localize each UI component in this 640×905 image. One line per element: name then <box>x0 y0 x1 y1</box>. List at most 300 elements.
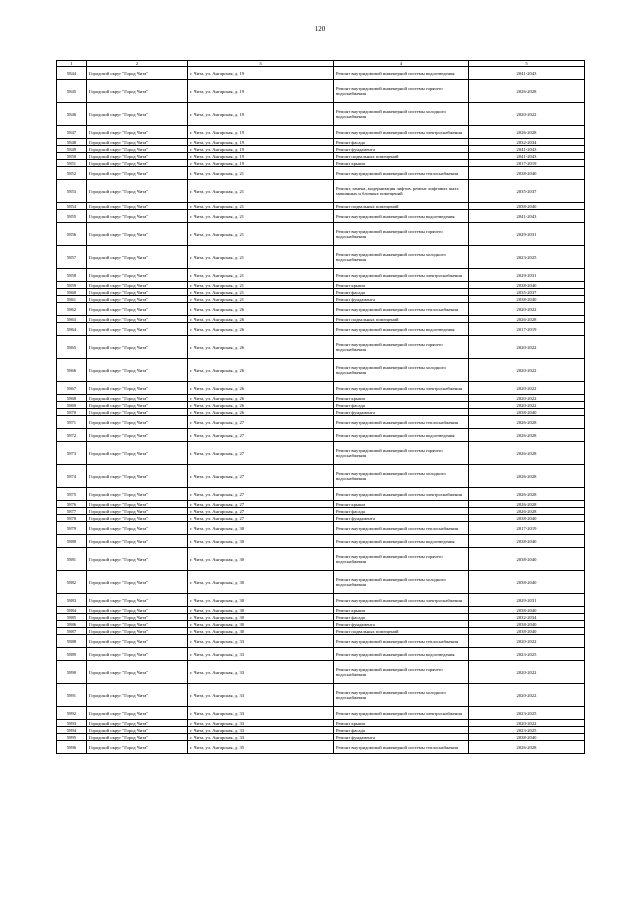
table-row <box>57 621 585 628</box>
table-row <box>57 296 585 303</box>
period-cell: 2035-2037 <box>469 289 585 296</box>
municipality-cell: Городской округ "Город Чита" <box>87 223 188 246</box>
work-type-cell: Ремонт крыши <box>334 720 469 727</box>
table-row <box>57 594 585 607</box>
column-header-4: 4 <box>334 61 469 67</box>
period-cell: 2026-2028 <box>469 80 585 103</box>
row-number-cell: 5852 <box>57 167 87 180</box>
work-type-cell: Ремонт внутридомовой инженерной системы водоотведения <box>334 429 469 442</box>
municipality-cell: Городской округ "Город Чита" <box>87 303 188 316</box>
table-row <box>57 269 585 282</box>
address-cell: г. Чита, ул. Ангарская, д. 27 <box>188 465 334 488</box>
address-cell: г. Чита, ул. Ангарская, д. 19 <box>188 80 334 103</box>
address-cell: г. Чита, ул. Ангарская, д. 33 <box>188 734 334 741</box>
work-type-cell: Ремонт внутридомовой инженерной системы теплоснабжения <box>334 303 469 316</box>
table-row <box>57 303 585 316</box>
period-cell: 2020-2022 <box>469 661 585 684</box>
row-number-cell: 5872 <box>57 429 87 442</box>
period-cell: 2020-2022 <box>469 395 585 402</box>
table-row <box>57 246 585 269</box>
municipality-cell: Городской округ "Город Чита" <box>87 621 188 628</box>
address-cell: г. Чита, ул. Ангарская, д. 30 <box>188 621 334 628</box>
municipality-cell: Городской округ "Город Чита" <box>87 628 188 635</box>
period-cell: 2026-2028 <box>469 501 585 508</box>
row-number-cell: 5850 <box>57 153 87 160</box>
row-number-cell: 5896 <box>57 741 87 754</box>
municipality-cell: Городской округ "Город Чита" <box>87 336 188 359</box>
row-number-cell: 5882 <box>57 571 87 594</box>
table-row <box>57 316 585 323</box>
municipality-cell: Городской округ "Город Чита" <box>87 508 188 515</box>
period-cell: 2038-2040 <box>469 535 585 548</box>
work-type-cell: Ремонт внутридомовой инженерной системы холодного водоснабжения <box>334 103 469 126</box>
municipality-cell: Городской округ "Город Чита" <box>87 402 188 409</box>
table-row <box>57 522 585 535</box>
work-type-cell: Ремонт внутридомовой инженерной системы горячего водоснабжения <box>334 336 469 359</box>
period-cell: 2038-2040 <box>469 607 585 614</box>
address-cell: г. Чита, ул. Ангарская, д. 27 <box>188 488 334 501</box>
address-cell: г. Чита, ул. Ангарская, д. 30 <box>188 614 334 621</box>
address-cell: г. Чита, ул. Ангарская, д. 30 <box>188 607 334 614</box>
table-row <box>57 153 585 160</box>
period-cell: 2020-2022 <box>469 303 585 316</box>
row-number-cell: 5871 <box>57 416 87 429</box>
period-cell: 2017-2019 <box>469 522 585 535</box>
period-cell: 2026-2028 <box>469 741 585 754</box>
address-cell: г. Чита, ул. Ангарская, д. 30 <box>188 628 334 635</box>
municipality-cell: Городской округ "Город Чита" <box>87 465 188 488</box>
period-cell: 2038-2040 <box>469 409 585 416</box>
municipality-cell: Городской округ "Город Чита" <box>87 635 188 648</box>
work-type-cell: Ремонт внутридомовой инженерной системы электроснабжения <box>334 594 469 607</box>
municipality-cell: Городской округ "Город Чита" <box>87 741 188 754</box>
address-cell: г. Чита, ул. Ангарская, д. 21 <box>188 246 334 269</box>
table-row <box>57 648 585 661</box>
municipality-cell: Городской округ "Город Чита" <box>87 67 188 80</box>
row-number-cell: 5890 <box>57 661 87 684</box>
row-number-cell: 5893 <box>57 720 87 727</box>
work-type-cell: Ремонт внутридомовой инженерной системы холодного водоснабжения <box>334 246 469 269</box>
period-cell: 2032-2034 <box>469 614 585 621</box>
work-type-cell: Ремонт внутридомовой инженерной системы теплоснабжения <box>334 167 469 180</box>
address-cell: г. Чита, ул. Ангарская, д. 26 <box>188 303 334 316</box>
row-number-cell: 5845 <box>57 80 87 103</box>
row-number-cell: 5874 <box>57 465 87 488</box>
table-row <box>57 167 585 180</box>
municipality-cell: Городской округ "Город Чита" <box>87 594 188 607</box>
work-type-cell: Ремонт внутридомовой инженерной системы электроснабжения <box>334 126 469 139</box>
municipality-cell: Городской округ "Город Чита" <box>87 501 188 508</box>
table-row <box>57 282 585 289</box>
row-number-cell: 5848 <box>57 139 87 146</box>
work-type-cell: Ремонт подвальных помещений <box>334 153 469 160</box>
address-cell: г. Чита, ул. Ангарская, д. 26 <box>188 382 334 395</box>
work-type-cell: Ремонт фундамента <box>334 296 469 303</box>
work-type-cell: Ремонт фундамента <box>334 409 469 416</box>
work-type-cell: Ремонт внутридомовой инженерной системы электроснабжения <box>334 488 469 501</box>
row-number-cell: 5878 <box>57 515 87 522</box>
address-cell: г. Чита, ул. Ангарская, д. 33 <box>188 635 334 648</box>
row-number-cell: 5857 <box>57 246 87 269</box>
work-type-cell: Ремонт внутридомовой инженерной системы теплоснабжения <box>334 416 469 429</box>
row-number-cell: 5883 <box>57 594 87 607</box>
row-number-cell: 5870 <box>57 409 87 416</box>
row-number-cell: 5854 <box>57 203 87 210</box>
row-number-cell: 5880 <box>57 535 87 548</box>
table-row <box>57 501 585 508</box>
row-number-cell: 5847 <box>57 126 87 139</box>
period-cell: 2020-2022 <box>469 336 585 359</box>
work-type-cell: Ремонт фасада <box>334 139 469 146</box>
work-type-cell: Ремонт внутридомовой инженерной системы холодного водоснабжения <box>334 684 469 707</box>
municipality-cell: Городской округ "Город Чита" <box>87 548 188 571</box>
table-row <box>57 661 585 684</box>
municipality-cell: Городской округ "Город Чита" <box>87 203 188 210</box>
period-cell: 2023-2025 <box>469 707 585 720</box>
period-cell: 2041-2043 <box>469 153 585 160</box>
table-row <box>57 727 585 734</box>
row-number-cell: 5868 <box>57 395 87 402</box>
address-cell: г. Чита, ул. Ангарская, д. 19 <box>188 103 334 126</box>
period-cell: 2041-2043 <box>469 146 585 153</box>
period-cell: 2026-2028 <box>469 442 585 465</box>
work-type-cell: Ремонт внутридомовой инженерной системы электроснабжения <box>334 382 469 395</box>
period-cell: 2026-2028 <box>469 316 585 323</box>
table-row <box>57 146 585 153</box>
table-row <box>57 126 585 139</box>
row-number-cell: 5879 <box>57 522 87 535</box>
address-cell: г. Чита, ул. Ангарская, д. 30 <box>188 522 334 535</box>
table-body <box>57 61 585 754</box>
period-cell: 2038-2040 <box>469 167 585 180</box>
row-number-cell: 5895 <box>57 734 87 741</box>
period-cell: 2020-2022 <box>469 359 585 382</box>
municipality-cell: Городской округ "Город Чита" <box>87 429 188 442</box>
address-cell: г. Чита, ул. Ангарская, д. 27 <box>188 416 334 429</box>
table-row <box>57 203 585 210</box>
address-cell: г. Чита, ул. Ангарская, д. 19 <box>188 153 334 160</box>
table-row <box>57 67 585 80</box>
period-cell: 2026-2028 <box>469 488 585 501</box>
table-row <box>57 535 585 548</box>
row-number-cell: 5894 <box>57 727 87 734</box>
municipality-cell: Городской округ "Город Чита" <box>87 246 188 269</box>
municipality-cell: Городской округ "Город Чита" <box>87 684 188 707</box>
municipality-cell: Городской округ "Город Чита" <box>87 661 188 684</box>
row-number-cell: 5876 <box>57 501 87 508</box>
work-type-cell: Ремонт крыши <box>334 160 469 167</box>
municipality-cell: Городской округ "Город Чита" <box>87 359 188 382</box>
work-type-cell: Ремонт фасада <box>334 727 469 734</box>
address-cell: г. Чита, ул. Ангарская, д. 26 <box>188 336 334 359</box>
row-number-cell: 5865 <box>57 336 87 359</box>
period-cell: 2035-2037 <box>469 180 585 203</box>
address-cell: г. Чита, ул. Ангарская, д. 26 <box>188 359 334 382</box>
period-cell: 2026-2028 <box>469 126 585 139</box>
row-number-cell: 5851 <box>57 160 87 167</box>
work-type-cell: Ремонт фасада <box>334 508 469 515</box>
municipality-cell: Городской округ "Город Чита" <box>87 80 188 103</box>
work-type-cell: Ремонт внутридомовой инженерной системы водоотведения <box>334 67 469 80</box>
work-type-cell: Ремонт внутридомовой инженерной системы холодного водоснабжения <box>334 465 469 488</box>
row-number-cell: 5888 <box>57 635 87 648</box>
work-type-cell: Ремонт внутридомовой инженерной системы горячего водоснабжения <box>334 548 469 571</box>
table-row <box>57 336 585 359</box>
table-row <box>57 409 585 416</box>
period-cell: 2038-2040 <box>469 515 585 522</box>
municipality-cell: Городской округ "Город Чита" <box>87 382 188 395</box>
period-cell: 2026-2028 <box>469 508 585 515</box>
row-number-cell: 5862 <box>57 303 87 316</box>
row-number-cell: 5856 <box>57 223 87 246</box>
table-row <box>57 571 585 594</box>
municipality-cell: Городской округ "Город Чита" <box>87 139 188 146</box>
work-type-cell: Ремонт внутридомовой инженерной системы водоотведения <box>334 323 469 336</box>
period-cell: 2020-2022 <box>469 402 585 409</box>
address-cell: г. Чита, ул. Ангарская, д. 19 <box>188 126 334 139</box>
period-cell: 2020-2022 <box>469 720 585 727</box>
work-type-cell: Ремонт фундамента <box>334 146 469 153</box>
table-row <box>57 382 585 395</box>
address-cell: г. Чита, ул. Ангарская, д. 26 <box>188 323 334 336</box>
table-row <box>57 720 585 727</box>
municipality-cell: Городской округ "Город Чита" <box>87 442 188 465</box>
municipality-cell: Городской округ "Город Чита" <box>87 282 188 289</box>
row-number-cell: 5877 <box>57 508 87 515</box>
work-type-cell: Ремонт внутридомовой инженерной системы горячего водоснабжения <box>334 223 469 246</box>
period-cell: 2038-2040 <box>469 548 585 571</box>
row-number-cell: 5869 <box>57 402 87 409</box>
column-header-2: 2 <box>87 61 188 67</box>
row-number-cell: 5875 <box>57 488 87 501</box>
municipality-cell: Городской округ "Город Чита" <box>87 153 188 160</box>
address-cell: г. Чита, ул. Ангарская, д. 19 <box>188 146 334 153</box>
address-cell: г. Чита, ул. Ангарская, д. 30 <box>188 571 334 594</box>
work-type-cell: Ремонт внутридомовой инженерной системы холодного водоснабжения <box>334 359 469 382</box>
row-number-cell: 5892 <box>57 707 87 720</box>
table-row <box>57 103 585 126</box>
address-cell: г. Чита, ул. Ангарская, д. 27 <box>188 508 334 515</box>
work-type-cell: Ремонт внутридомовой инженерной системы теплоснабжения <box>334 635 469 648</box>
table-row <box>57 395 585 402</box>
row-number-cell: 5864 <box>57 323 87 336</box>
address-cell: г. Чита, ул. Ангарская, д. 21 <box>188 167 334 180</box>
address-cell: г. Чита, ул. Ангарская, д. 21 <box>188 282 334 289</box>
period-cell: 2020-2022 <box>469 684 585 707</box>
address-cell: г. Чита, ул. Ангарская, д. 26 <box>188 402 334 409</box>
table-row <box>57 607 585 614</box>
municipality-cell: Городской округ "Город Чита" <box>87 416 188 429</box>
address-cell: г. Чита, ул. Ангарская, д. 19 <box>188 160 334 167</box>
work-type-cell: Ремонт крыши <box>334 607 469 614</box>
period-cell: 2020-2022 <box>469 382 585 395</box>
table-row <box>57 442 585 465</box>
table-row <box>57 80 585 103</box>
work-type-cell: Ремонт внутридомовой инженерной системы водоотведения <box>334 648 469 661</box>
address-cell: г. Чита, ул. Ангарская, д. 19 <box>188 67 334 80</box>
period-cell: 2026-2028 <box>469 429 585 442</box>
row-number-cell: 5861 <box>57 296 87 303</box>
table-row <box>57 741 585 754</box>
address-cell: г. Чита, ул. Ангарская, д. 21 <box>188 223 334 246</box>
work-type-cell: Ремонт внутридомовой инженерной системы водоотведения <box>334 535 469 548</box>
work-type-cell: Ремонт фасада <box>334 289 469 296</box>
municipality-cell: Городской округ "Город Чита" <box>87 571 188 594</box>
municipality-cell: Городской округ "Город Чита" <box>87 289 188 296</box>
table-row <box>57 684 585 707</box>
work-type-cell: Ремонт крыши <box>334 501 469 508</box>
municipality-cell: Городской округ "Город Чита" <box>87 160 188 167</box>
municipality-cell: Городской округ "Город Чита" <box>87 269 188 282</box>
table-row <box>57 465 585 488</box>
municipality-cell: Городской округ "Город Чита" <box>87 167 188 180</box>
row-number-cell: 5853 <box>57 180 87 203</box>
work-type-cell: Ремонт внутридомовой инженерной системы горячего водоснабжения <box>334 442 469 465</box>
address-cell: г. Чита, ул. Ангарская, д. 33 <box>188 707 334 720</box>
municipality-cell: Городской округ "Город Чита" <box>87 126 188 139</box>
municipality-cell: Городской округ "Город Чита" <box>87 395 188 402</box>
municipality-cell: Городской округ "Город Чита" <box>87 535 188 548</box>
period-cell: 2038-2040 <box>469 296 585 303</box>
address-cell: г. Чита, ул. Ангарская, д. 33 <box>188 648 334 661</box>
municipality-cell: Городской округ "Город Чита" <box>87 103 188 126</box>
work-type-cell: Ремонт внутридомовой инженерной системы теплоснабжения <box>334 522 469 535</box>
address-cell: г. Чита, ул. Ангарская, д. 19 <box>188 139 334 146</box>
table-row <box>57 180 585 203</box>
address-cell: г. Чита, ул. Ангарская, д. 26 <box>188 395 334 402</box>
period-cell: 2023-2025 <box>469 246 585 269</box>
row-number-cell: 5858 <box>57 269 87 282</box>
work-type-cell: Ремонт фундамента <box>334 621 469 628</box>
work-type-cell: Ремонт подвальных помещений <box>334 203 469 210</box>
work-type-cell: Ремонт фасада <box>334 402 469 409</box>
row-number-cell: 5855 <box>57 210 87 223</box>
address-cell: г. Чита, ул. Ангарская, д. 30 <box>188 535 334 548</box>
row-number-cell: 5859 <box>57 282 87 289</box>
table-row <box>57 429 585 442</box>
row-number-cell: 5873 <box>57 442 87 465</box>
municipality-cell: Городской округ "Город Чита" <box>87 734 188 741</box>
address-cell: г. Чита, ул. Ангарская, д. 35 <box>188 741 334 754</box>
period-cell: 2026-2028 <box>469 416 585 429</box>
table-row <box>57 488 585 501</box>
municipality-cell: Городской округ "Город Чита" <box>87 180 188 203</box>
repair-schedule-table <box>56 60 585 754</box>
row-number-cell: 5844 <box>57 67 87 80</box>
municipality-cell: Городской округ "Город Чита" <box>87 296 188 303</box>
work-type-cell: Ремонт внутридомовой инженерной системы водоотведения <box>334 210 469 223</box>
municipality-cell: Городской округ "Город Чита" <box>87 210 188 223</box>
row-number-cell: 5881 <box>57 548 87 571</box>
address-cell: г. Чита, ул. Ангарская, д. 30 <box>188 548 334 571</box>
table-row <box>57 707 585 720</box>
column-header-3: 3 <box>188 61 334 67</box>
table-row <box>57 160 585 167</box>
table-row <box>57 323 585 336</box>
table-row <box>57 548 585 571</box>
address-cell: г. Чита, ул. Ангарская, д. 27 <box>188 442 334 465</box>
address-cell: г. Чита, ул. Ангарская, д. 33 <box>188 720 334 727</box>
address-cell: г. Чита, ул. Ангарская, д. 21 <box>188 269 334 282</box>
column-header-5: 5 <box>469 61 585 67</box>
address-cell: г. Чита, ул. Ангарская, д. 27 <box>188 515 334 522</box>
period-cell: 2038-2040 <box>469 203 585 210</box>
row-number-cell: 5846 <box>57 103 87 126</box>
period-cell: 2020-2022 <box>469 635 585 648</box>
municipality-cell: Городской округ "Город Чита" <box>87 409 188 416</box>
address-cell: г. Чита, ул. Ангарская, д. 30 <box>188 594 334 607</box>
municipality-cell: Городской округ "Город Чита" <box>87 707 188 720</box>
work-type-cell: Ремонт подвальных помещений <box>334 628 469 635</box>
work-type-cell: Ремонт крыши <box>334 282 469 289</box>
period-cell: 2026-2028 <box>469 465 585 488</box>
address-cell: г. Чита, ул. Ангарская, д. 26 <box>188 316 334 323</box>
table-row <box>57 508 585 515</box>
table-row <box>57 402 585 409</box>
table-row <box>57 614 585 621</box>
period-cell: 2041-2043 <box>469 67 585 80</box>
period-cell: 2023-2025 <box>469 648 585 661</box>
work-type-cell: Ремонт фасада <box>334 614 469 621</box>
table-row <box>57 359 585 382</box>
row-number-cell: 5867 <box>57 382 87 395</box>
table-row <box>57 416 585 429</box>
work-type-cell: Ремонт фундамента <box>334 515 469 522</box>
period-cell: 2029-2031 <box>469 594 585 607</box>
work-type-cell: Ремонт внутридомовой инженерной системы электроснабжения <box>334 269 469 282</box>
address-cell: г. Чита, ул. Ангарская, д. 27 <box>188 501 334 508</box>
work-type-cell: Ремонт подвальных помещений <box>334 316 469 323</box>
municipality-cell: Городской округ "Город Чита" <box>87 522 188 535</box>
address-cell: г. Чита, ул. Ангарская, д. 21 <box>188 180 334 203</box>
municipality-cell: Городской округ "Город Чита" <box>87 607 188 614</box>
period-cell: 2029-2031 <box>469 223 585 246</box>
period-cell: 2017-2019 <box>469 323 585 336</box>
address-cell: г. Чита, ул. Ангарская, д. 33 <box>188 727 334 734</box>
address-cell: г. Чита, ул. Ангарская, д. 21 <box>188 210 334 223</box>
table-row <box>57 223 585 246</box>
page-number: 120 <box>314 25 326 33</box>
period-cell: 2032-2034 <box>469 139 585 146</box>
address-cell: г. Чита, ул. Ангарская, д. 21 <box>188 203 334 210</box>
table-row <box>57 289 585 296</box>
column-header-1: 1 <box>57 61 87 67</box>
municipality-cell: Городской округ "Город Чита" <box>87 720 188 727</box>
table-row <box>57 734 585 741</box>
period-cell: 2038-2040 <box>469 571 585 594</box>
municipality-cell: Городской округ "Город Чита" <box>87 648 188 661</box>
work-type-cell: Ремонт крыши <box>334 395 469 402</box>
period-cell: 2038-2040 <box>469 282 585 289</box>
work-type-cell: Ремонт внутридомовой инженерной системы теплоснабжения <box>334 741 469 754</box>
address-cell: г. Чита, ул. Ангарская, д. 21 <box>188 289 334 296</box>
municipality-cell: Городской округ "Город Чита" <box>87 727 188 734</box>
table-row <box>57 210 585 223</box>
period-cell: 2038-2040 <box>469 734 585 741</box>
work-type-cell: Ремонт внутридомовой инженерной системы горячего водоснабжения <box>334 80 469 103</box>
row-number-cell: 5863 <box>57 316 87 323</box>
row-number-cell: 5886 <box>57 621 87 628</box>
work-type-cell: Ремонт внутридомовой инженерной системы электроснабжения <box>334 707 469 720</box>
table-row <box>57 635 585 648</box>
address-cell: г. Чита, ул. Ангарская, д. 21 <box>188 296 334 303</box>
row-number-cell: 5849 <box>57 146 87 153</box>
row-number-cell: 5887 <box>57 628 87 635</box>
work-type-cell: Ремонт внутридомовой инженерной системы холодного водоснабжения <box>334 571 469 594</box>
table-row <box>57 139 585 146</box>
period-cell: 2038-2040 <box>469 628 585 635</box>
address-cell: г. Чита, ул. Ангарская, д. 26 <box>188 409 334 416</box>
